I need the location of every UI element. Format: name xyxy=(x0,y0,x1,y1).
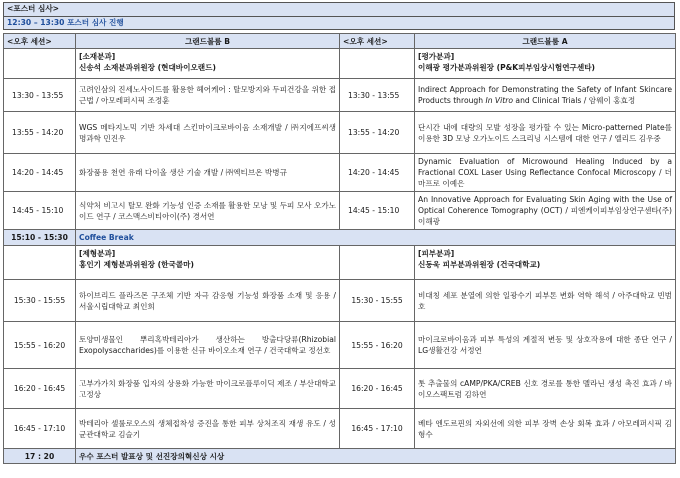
talk-time: 16:20 - 16:45 xyxy=(340,369,415,409)
talk-row xyxy=(4,369,676,409)
talk-row xyxy=(4,192,676,230)
formulation-chair: 홍인기 제형분과위원장 (한국콜마) xyxy=(79,260,194,269)
talk-row xyxy=(4,112,676,154)
formulation-category: [제형분과] xyxy=(79,249,116,258)
talk-time: 15:30 - 15:55 xyxy=(4,280,76,322)
poster-review-schedule: 12:30 – 13:30 포스터 심사 진행 xyxy=(7,18,124,27)
talk-title: 마이크로바이옴과 피부 특성의 계절적 변동 및 상호작용에 대한 종단 연구 / LG생활건강 서정연 xyxy=(415,322,676,369)
talk-time: 14:45 - 15:10 xyxy=(4,192,76,230)
talk-title: WGS 메타지노믹 기반 차세대 스킨마이크로바이옴 소재개발 / ㈜지에프씨생명과학 민진우 xyxy=(76,112,340,154)
session-header-row xyxy=(4,49,676,79)
poster-review-heading xyxy=(3,2,675,16)
award-label: 우수 포스터 발표상 및 선진장의혁신상 시상 xyxy=(76,449,676,464)
talk-title: 박테리아 셀룰로오스의 생체접착성 증진을 통한 피부 상처조직 재생 유도 / 성균관대학교 김슬기 xyxy=(76,409,340,449)
talk-title: 베타 엔도르핀의 자외선에 의한 피부 장벽 손상 회복 효과 / 아모레퍼시픽 김형수 xyxy=(415,409,676,449)
talk-row xyxy=(4,322,676,369)
materials-chair: 신송석 소재분과위원장 (현대바이오랜드) xyxy=(79,63,216,72)
talk-title: 고려인삼의 진세노사이드를 활용한 헤어케어 : 탈모방지와 두피건강을 위한 접근법 / 아모레퍼시픽 조정훈 xyxy=(76,79,340,112)
skin-category: [피부분과] xyxy=(418,249,455,258)
talk-row xyxy=(4,280,676,322)
talk-row xyxy=(4,154,676,192)
talk-title: 하이브리드 플라즈몬 구조체 기반 자극 감응형 기능성 화장품 소재 및 응용 / 서울시립대학교 최인희 xyxy=(76,280,340,322)
coffee-break-label: Coffee Break xyxy=(76,230,676,246)
poster-review-title: <포스터 심사> xyxy=(7,4,60,13)
right-room-name: 그랜드볼룸 A xyxy=(415,34,676,49)
talk-title: 톳 추출물의 cAMP/PKA/CREB 신호 경로를 통한 멜라닌 생성 촉진 효과 / 바이오스팩트럼 김하연 xyxy=(415,369,676,409)
talk-title: 식약처 비고시 탈모 완화 기능성 인증 소재를 활용한 모낭 및 두피 모사 오가노이드 연구 / 코스맥스비티아이(주) 경서연 xyxy=(76,192,340,230)
talk-time: 16:20 - 16:45 xyxy=(4,369,76,409)
session-header-row xyxy=(4,246,676,280)
left-session-label: <오후 세션> xyxy=(4,34,76,49)
talk-time: 15:30 - 15:55 xyxy=(340,280,415,322)
talk-time: 13:55 - 14:20 xyxy=(4,112,76,154)
talk-time: 14:45 - 15:10 xyxy=(340,192,415,230)
award-row xyxy=(4,449,676,464)
talk-time: 13:30 - 13:55 xyxy=(340,79,415,112)
talk-title: 토양미생물인 뿌리혹박테리아가 생산하는 방출다당류(Rhizobial Exopolysaccharides)를 이용한 신규 바이오소재 연구 / 건국대학교 정선호 xyxy=(76,322,340,369)
talk-title: 단시간 내에 대량의 모발 성장을 평가할 수 있는 Micro-patterned Plate를 이용한 3D 모낭 오가노이드 스크리닝 시스템에 대한 연구 / 엘리드 김우중 xyxy=(415,112,676,154)
right-session-label: <오후 세션> xyxy=(340,34,415,49)
talk-time: 13:30 - 13:55 xyxy=(4,79,76,112)
talk-row xyxy=(4,409,676,449)
program-table xyxy=(3,33,676,464)
materials-category: [소재분과] xyxy=(79,52,116,61)
talk-title: 비대칭 세포 분열에 의한 일광수기 피부톤 변화 역학 해석 / 아주대학교 빈범호 xyxy=(415,280,676,322)
talk-time: 13:55 - 14:20 xyxy=(340,112,415,154)
coffee-break-time: 15:10 - 15:30 xyxy=(4,230,76,246)
talk-time: 15:55 - 16:20 xyxy=(340,322,415,369)
talk-time: 14:20 - 14:45 xyxy=(340,154,415,192)
column-header-row xyxy=(4,34,676,49)
talk-time: 15:55 - 16:20 xyxy=(4,322,76,369)
talk-title: An Innovative Approach for Evaluating Skin Aging with the Use of Optical Coherence Tomography (OCT) / 피엔케이피부임상연구센타(주) 이해광 xyxy=(415,192,676,230)
talk-time: 16:45 - 17:10 xyxy=(340,409,415,449)
award-time: 17 : 20 xyxy=(4,449,76,464)
talk-time: 16:45 - 17:10 xyxy=(4,409,76,449)
evaluation-category: [평가분과] xyxy=(418,52,455,61)
talk-row xyxy=(4,79,676,112)
evaluation-chair: 이해광 평가분과위원장 (P&K피부임상시험연구센타) xyxy=(418,63,596,72)
talk-time: 14:20 - 14:45 xyxy=(4,154,76,192)
coffee-break-row xyxy=(4,230,676,246)
poster-review-schedule-bar xyxy=(3,16,675,30)
left-room-name: 그랜드볼룸 B xyxy=(76,34,340,49)
talk-title: 화장품용 천연 유래 다이올 생산 기술 개발 / ㈜엑티브온 박병규 xyxy=(76,154,340,192)
skin-chair: 신동욱 피부분과위원장 (건국대학교) xyxy=(418,260,541,269)
talk-title: 고부가가치 화장품 입자의 상용화 가능한 마이크로플루이딕 제조 / 부산대학교 고정상 xyxy=(76,369,340,409)
talk-title: Indirect Approach for Demonstrating the Safety of Infant Skincare Products through In Vitro and Clinical Trials / 암웨이 홍효정 xyxy=(415,79,676,112)
talk-title: Dynamic Evaluation of Microwound Healing Induced by a Fractional COXL Laser Using Reflectance Confocal Microscopy / 더마프로 이예은 xyxy=(415,154,676,192)
